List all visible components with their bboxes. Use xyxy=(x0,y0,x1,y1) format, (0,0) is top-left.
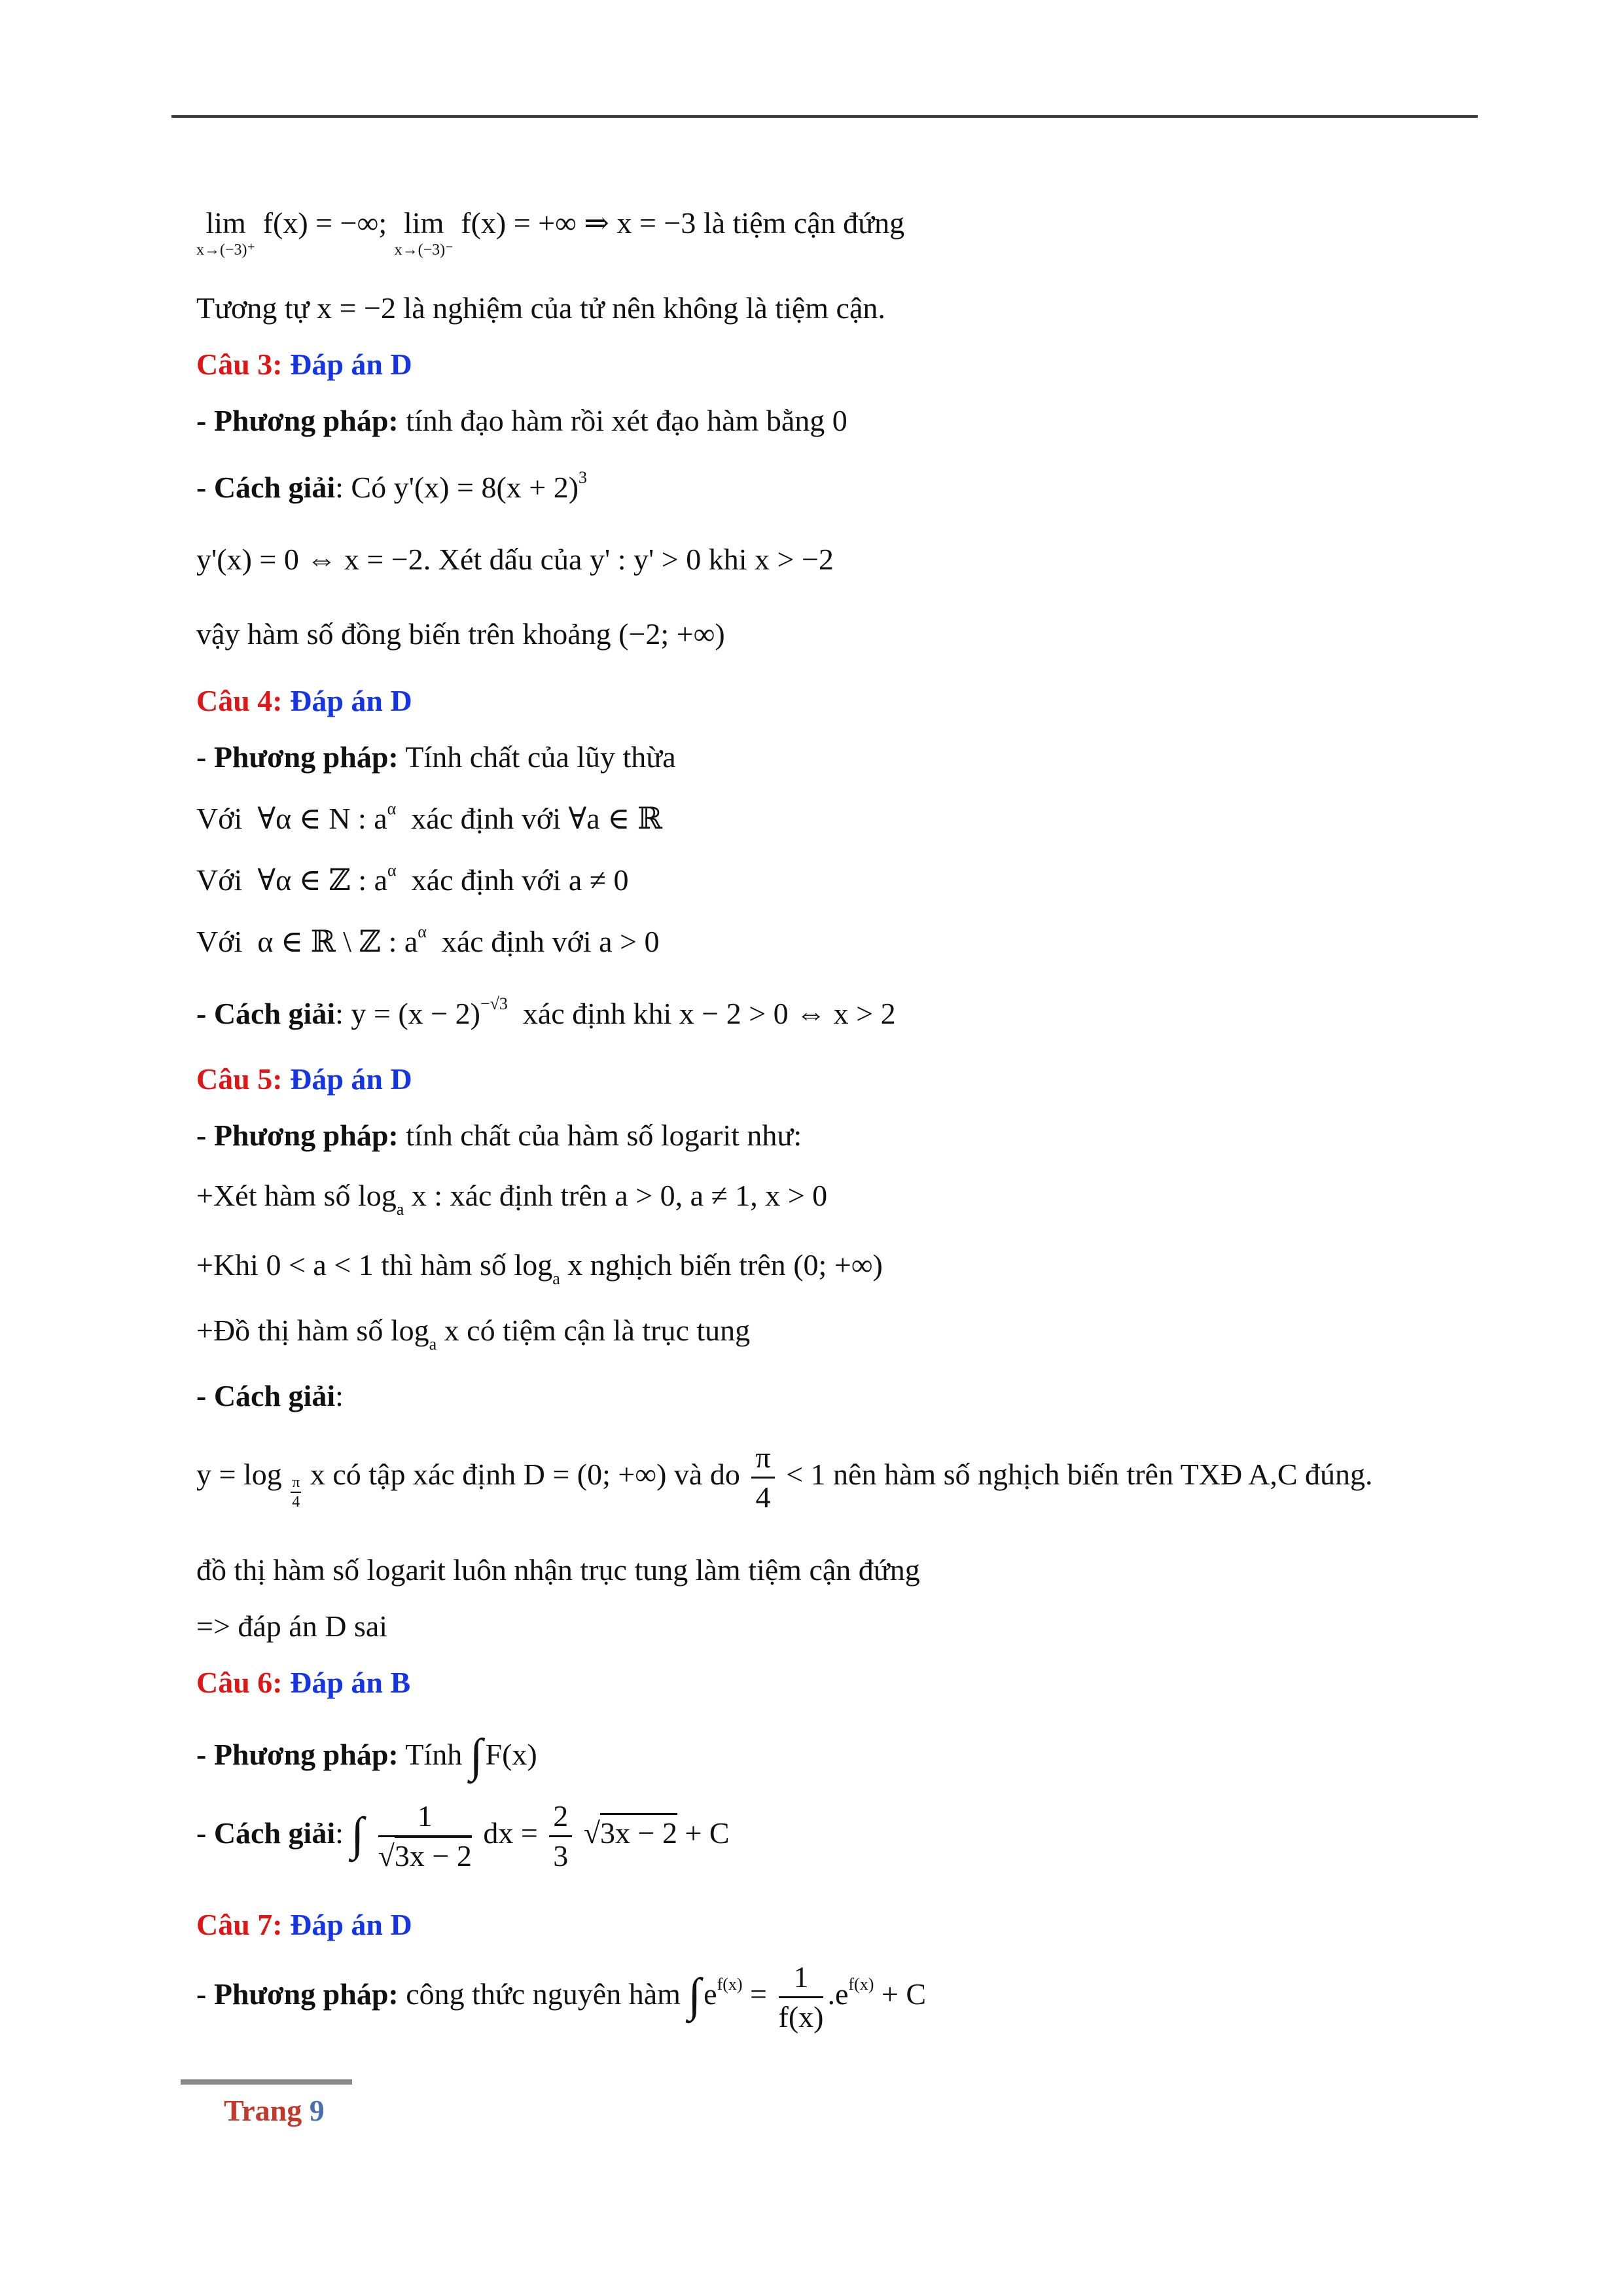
integrand-fraction: $\frac{1}{√3x - 2}$ xyxy=(378,1799,472,1873)
limit-2-value: f(x) = +∞ ⇒ x = −3 xyxy=(461,206,696,240)
footer-rule xyxy=(181,2079,352,2085)
q4-rule-2: Với ∀α ∈ ℤ : $a^\alpha$ xác định với a ≠ 0 xyxy=(196,861,629,897)
sqrt-icon: √ xyxy=(378,1839,395,1873)
question-4-heading: Câu 4: Đáp án D xyxy=(196,684,412,717)
integral-sign: ∫ xyxy=(688,1969,702,2022)
q3-method: - Phương pháp: tính đạo hàm rồi xét đạo hàm bằng 0 xyxy=(196,404,847,437)
math-expression: a > 0 xyxy=(599,925,660,958)
q5-solution-line: y = log $\frac{\pi}{4}$ x có tập xác định D = (0; +∞) và do $\frac{\pi}{4}$ < 1 nên hàm số nghịch biến trên TXĐ A,C đúng. xyxy=(196,1441,1373,1514)
math-expression: (−2; +∞) xyxy=(618,617,725,651)
q6-method: - Phương pháp: Tính ∫F(x) xyxy=(196,1729,537,1782)
math-expression: ∀α ∈ N : a xyxy=(257,802,387,835)
math-expression: ∀α ∈ ℤ : a xyxy=(257,863,388,897)
q7-method: - Phương pháp: công thức nguyên hàm $\int e^{f(x)}$ = $\frac{1}{f(x)}$ $.e^{f(x)} + C$ xyxy=(196,1960,926,2034)
question-3-heading: Câu 3: Đáp án D xyxy=(196,348,412,381)
q4-rule-1: Với ∀α ∈ N : $a^\alpha$ xác định với ∀a ∈ ℝ xyxy=(196,799,662,835)
header-rule xyxy=(171,115,1478,118)
q5-method: - Phương pháp: tính chất của hàm số logarit như: xyxy=(196,1119,802,1152)
pi-over-4-fraction: $\frac{\pi}{4}$ xyxy=(751,1443,774,1513)
page-footer xyxy=(224,2093,325,2128)
q5-point-2: +Khi 0 < a < 1 thì hàm số $\log_a x$ nghịch biến trên (0; +∞) xyxy=(196,1248,883,1288)
q4-method: - Phương pháp: Tính chất của lũy thừa xyxy=(196,740,676,774)
log-base-fraction: $\frac{\pi}{4}$ xyxy=(292,1474,300,1511)
limit-2: lim x→(−3)⁻ xyxy=(394,206,454,259)
math-expression: x > −2 xyxy=(755,543,834,576)
q5-note: đồ thị hàm số logarit luôn nhận trục tung làm tiệm cận đứng xyxy=(196,1553,920,1587)
math-expression: a > 0, a ≠ 1, x > 0 xyxy=(615,1179,828,1212)
limit-tail-text: là tiệm cận đứng xyxy=(703,206,905,240)
math-expression: y'(x) = 0 ⇔ x = −2 xyxy=(196,543,423,576)
math-expression: x − 2 > 0 ⇔ x > 2 xyxy=(679,997,896,1030)
math-expression: y' : y' > 0 xyxy=(589,543,702,576)
q5-point-3: +Đồ thị hàm số $\log_a x$ có tiệm cận là trục tung xyxy=(196,1314,751,1354)
q5-conclusion: => đáp án D sai xyxy=(196,1609,388,1643)
q3-conclusion: vậy hàm số đồng biến trên khoảng (−2; +∞) xyxy=(196,617,725,651)
limit-line xyxy=(196,208,904,258)
math-expression: α ∈ ℝ \ ℤ : a xyxy=(257,925,418,958)
math-expression: y = (x − 2) xyxy=(351,997,480,1030)
math-expression: y'(x) = 8(x + 2) xyxy=(393,471,579,504)
q5-solution-label: - Cách giải: xyxy=(196,1379,344,1412)
q3-sign-line: y'(x) = 0 ⇔ x = −2. Xét dấu của y' : y' > 0 khi x > −2 xyxy=(196,543,834,576)
q4-rule-3: Với α ∈ ℝ \ ℤ : $a^\alpha$ xác định với a > 0 xyxy=(196,922,660,958)
page-label: Trang xyxy=(224,2094,302,2127)
math-expression: 0 < a < 1 xyxy=(266,1248,374,1282)
limit-1: lim x→(−3)⁺ xyxy=(196,206,256,259)
q5-point-1: +Xét hàm số $\log_a x$ : xác định trên a > 0, a ≠ 1, x > 0 xyxy=(196,1179,828,1219)
math-expression: y = log xyxy=(196,1458,282,1492)
math-expression: a ≠ 0 xyxy=(568,863,629,897)
sqrt-icon: √ xyxy=(583,1816,601,1850)
integral-sign: ∫ xyxy=(351,1808,365,1861)
math-expression: D = (0; +∞) xyxy=(523,1458,667,1492)
question-5-heading: Câu 5: Đáp án D xyxy=(196,1062,412,1096)
q6-solution: - Cách giải: ∫ $\frac{1}{√3x - 2}$ dx = $\frac{2}{3}$ √3x − 2 + C xyxy=(196,1799,730,1873)
math-expression: x = −2 xyxy=(317,291,396,325)
page-number: 9 xyxy=(309,2094,325,2127)
question-6-heading: Câu 6: Đáp án B xyxy=(196,1666,411,1699)
integral-sign: ∫ xyxy=(469,1729,483,1782)
one-over-f-fraction: $\frac{1}{f(x)}$ xyxy=(778,1960,824,2034)
two-thirds-fraction: $\frac{2}{3}$ xyxy=(549,1801,572,1871)
q4-solution: - Cách giải: $y = (x - 2)^{-√3}$ xác định khi x − 2 > 0 ⇔ x > 2 xyxy=(196,994,896,1030)
limit-1-value: f(x) = −∞; xyxy=(262,206,387,240)
math-expression: (0; +∞) xyxy=(793,1248,883,1282)
q3-solution: - Cách giải: Có $y'(x) = 8(x + 2)^3$ xyxy=(196,468,588,504)
math-expression: ∀a ∈ ℝ xyxy=(568,802,662,835)
similar-line: Tương tự x = −2 là nghiệm của tử nên không là tiệm cận. xyxy=(196,291,885,325)
question-7-heading: Câu 7: Đáp án D xyxy=(196,1908,412,1941)
